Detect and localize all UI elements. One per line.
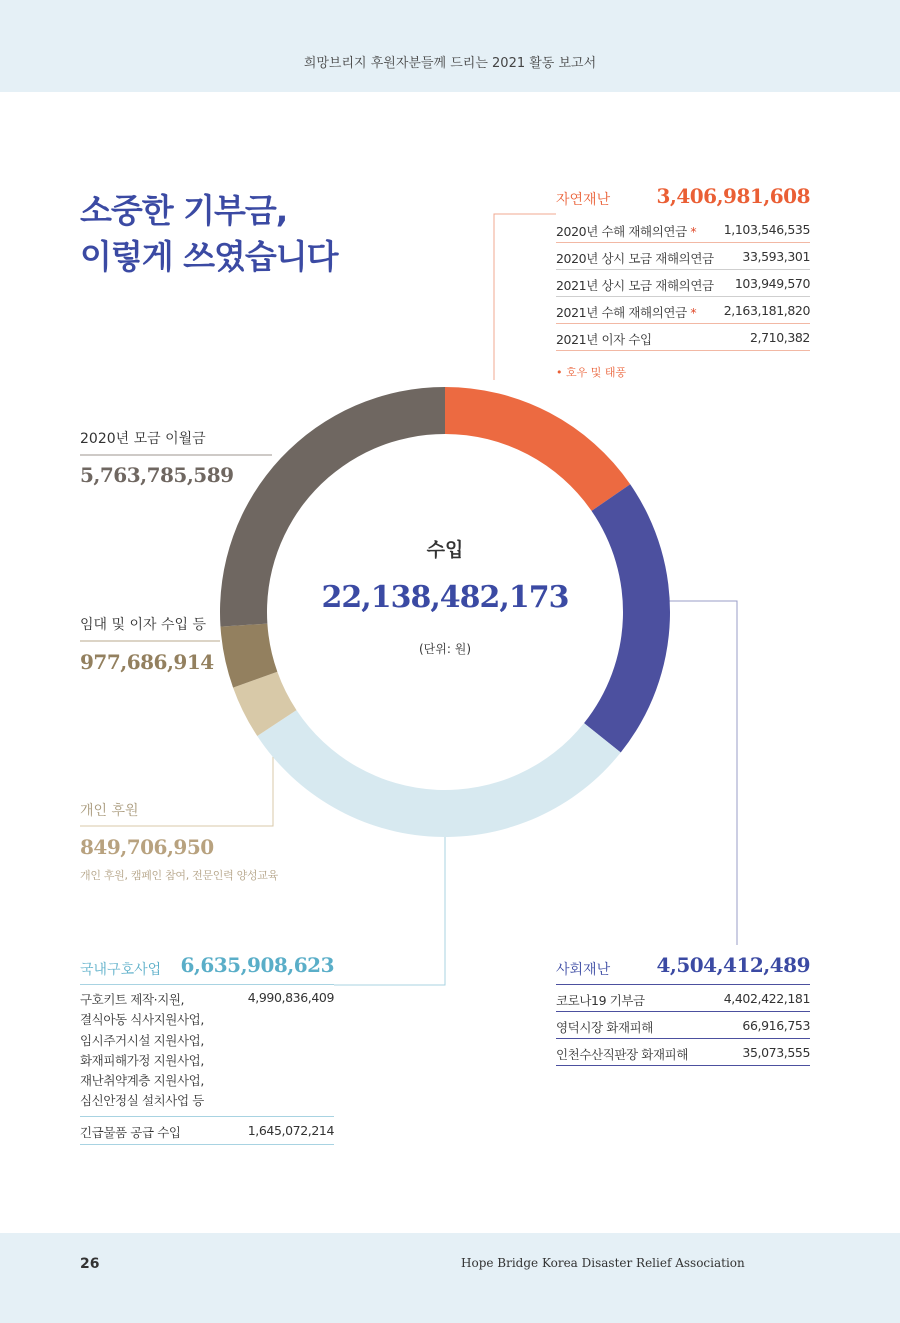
domestic-total: 6,635,908,623 [180,953,334,977]
page-number: 26 [80,1256,100,1272]
star-mark: * [690,305,697,320]
natural-note: • 호우 및 태풍 [556,366,627,379]
description-line: 재난취약계층 지원사업, [80,1073,204,1089]
divider [80,984,334,985]
center-total: 22,138,482,173 [321,580,569,615]
domestic-description-value: 4,990,836,409 [247,990,334,1005]
row-name: 코로나19 기부금 [556,993,645,1008]
row-name: 인천수산직판장 화재피해 [556,1047,688,1062]
row-value: 1,645,072,214 [247,1123,334,1138]
report-header: 희망브리지 후원자분들께 드리는 2021 활동 보고서 [303,56,597,71]
table-row [556,297,810,324]
center-label: 수입 [426,539,464,561]
social-table [556,984,810,1066]
row-value: 4,402,422,181 [723,991,810,1006]
divider [80,1116,334,1117]
carryover-value: 5,763,785,589 [80,463,234,487]
leader-line-domestic [334,826,445,985]
natural-total: 3,406,981,608 [656,184,810,208]
page-title-line1: 소중한 기부금, [80,191,288,230]
description-line: 임시주거시설 지원사업, [80,1032,204,1048]
row-value: 33,593,301 [742,249,810,264]
description-line: 화재피해가정 지원사업, [80,1052,204,1068]
natural-table [556,216,810,351]
footer-organization: Hope Bridge Korea Disaster Relief Association [461,1256,745,1270]
row-name: 2020년 수해 재해의연금 [556,224,687,239]
description-line: 심신안정실 설치사업 등 [80,1093,204,1109]
table-row [556,270,810,297]
domestic-title: 국내구호사업 [80,962,162,978]
donut-slice-social [584,484,670,752]
table-row [80,1118,334,1145]
description-line: 구호키트 제작·지원, [80,992,185,1007]
row-name: 긴급물품 공급 수입 [80,1125,181,1140]
table-row [556,1012,810,1039]
carryover-label: 2020년 모금 이월금 [80,431,206,447]
donut-slice-natural [445,387,630,511]
row-value: 1,103,546,535 [723,222,810,237]
leader-line-social [668,601,737,945]
natural-title: 자연재난 [556,192,611,208]
donut-slice-domestic [257,710,620,837]
table-row [556,216,810,243]
individual-label: 개인 후원 [80,803,139,819]
row-value: 66,916,753 [742,1018,810,1033]
page-title-line2: 이렇게 쓰였습니다 [80,237,338,276]
domestic-description [80,990,204,1112]
row-name: 2021년 상시 모금 재해의연금 [556,278,714,293]
table-row [556,324,810,351]
row-name: 2021년 수해 재해의연금 [556,305,687,320]
rental-label: 임대 및 이자 수입 등 [80,617,206,633]
table-row [556,985,810,1012]
individual-value: 849,706,950 [80,835,214,859]
row-name: 2020년 상시 모금 재해의연금 [556,251,714,266]
table-row [556,1039,810,1066]
row-value: 2,163,181,820 [723,303,810,318]
row-value: 103,949,570 [734,276,810,291]
row-name: 영덕시장 화재피해 [556,1020,653,1035]
rental-value: 977,686,914 [80,650,214,674]
star-mark: * [690,224,697,239]
center-unit: (단위: 원) [419,642,471,656]
row-value: 2,710,382 [749,330,810,345]
leader-line-natural [494,214,556,380]
social-total: 4,504,412,489 [656,953,810,977]
individual-description: 개인 후원, 캠페인 참여, 전문인력 양성교육 [80,869,278,882]
social-title: 사회재난 [556,962,611,978]
row-value: 35,073,555 [742,1045,810,1060]
table-row [556,243,810,270]
row-name: 2021년 이자 수입 [556,332,652,347]
description-line: 결식아동 식사지원사업, [80,1012,204,1028]
